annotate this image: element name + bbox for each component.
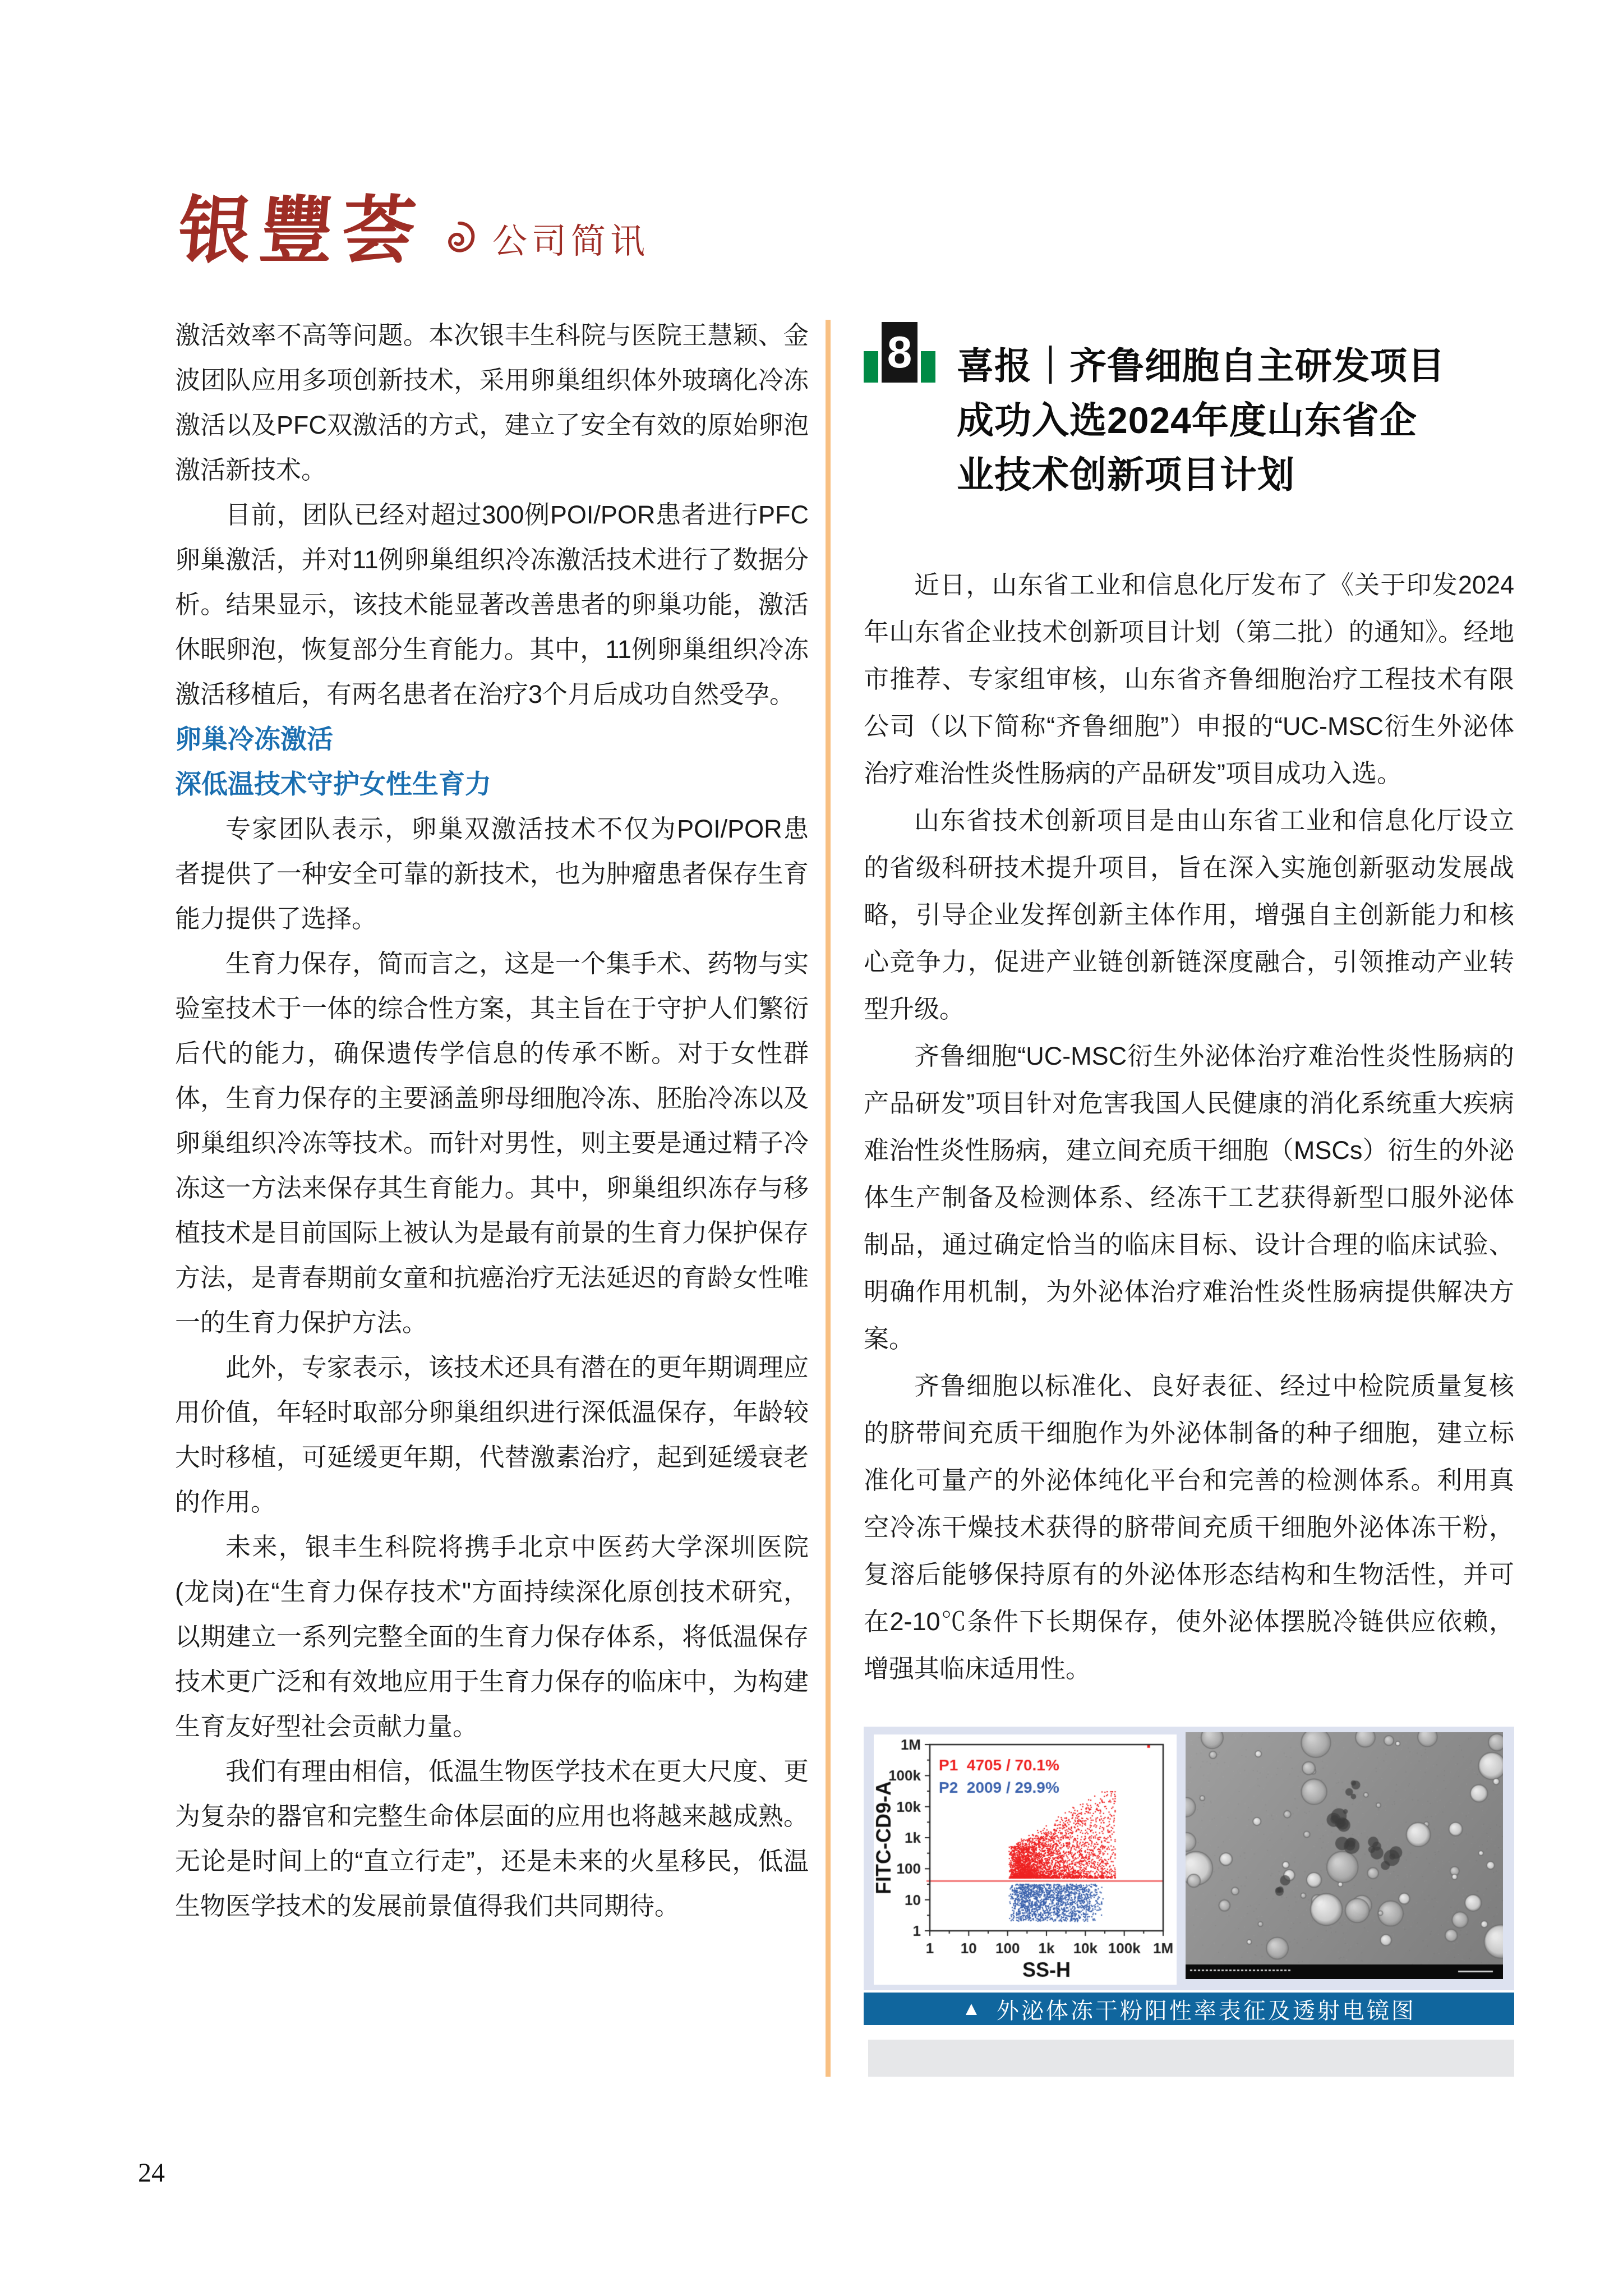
swirl-icon <box>441 220 478 260</box>
paragraph: 齐鲁细胞“UC-MSC衍生外泌体治疗难治性炎性肠病的产品研发”项目针对危害我国人民健康的消化系统重大疾病难治性炎性肠病，建立间充质干细胞（MSCs）衍生的外泌体生产制备及检测体系、经冻干工艺获得新型口服外泌体制品，通过确定恰当的临床目标、设计合理的临床试验、明确作用机制，为外泌体治疗难治性炎性肠病提供解决方案。 <box>864 1042 1514 1354</box>
brand-logo-text: 银豐荟 <box>174 191 428 272</box>
paragraph: 专家团队表示，卵巢双激活技术不仅为POI/POR患者提供了一种安全可靠的新技术，也为肿瘤患者保存生育能力提供了选择。 <box>175 815 809 933</box>
left-section-heading <box>175 717 809 807</box>
figure-caption-bar <box>864 1993 1514 2025</box>
article-header <box>864 314 1514 527</box>
paragraph: 此外，专家表示，该技术还具有潜在的更年期调理应用价值，年轻时取部分卵巢组织进行深低温保存，年龄较大时移植，可延缓更年期，代替激素治疗，起到延缓衰老的作用。 <box>175 1353 809 1516</box>
figure-caption-text: 外泌体冻干粉阳性率表征及透射电镜图 <box>996 1998 1416 2023</box>
left-lead-paragraphs <box>175 313 809 717</box>
paragraph: 未来，银丰生科院将携手北京中医药大学深圳医院(龙岗)在“生育力保存技术"方面持续深化原创技术研究，以期建立一系列完整全面的生育力保存体系，将低温保存技术更广泛和有效地应用于生育力保存的临床中，为构建生育友好型社会贡献力量。 <box>175 1533 809 1741</box>
heading-line: 卵巢冷冻激活 <box>175 724 333 754</box>
left-body-paragraphs <box>175 807 809 1929</box>
paragraph: 激活效率不高等问题。本次银丰生科院与医院王慧颖、金波团队应用多项创新技术，采用卵巢组织体外玻璃化冷冻激活以及PFC双激活的方式，建立了安全有效的原始卵泡激活新技术。 <box>175 321 809 484</box>
paragraph: 目前，团队已经对超过300例POI/POR患者进行PFC卵巢激活，并对11例卵巢组织冷冻激活技术进行了数据分析。结果显示，该技术能显著改善患者的卵巢功能，激活休眠卵泡，恢复部分生育能力。其中，11例卵巢组织冷冻激活移植后，有两名患者在治疗3个月后成功自然受孕。 <box>175 500 809 708</box>
badge-green-square-left <box>864 351 878 383</box>
right-article-column <box>864 314 1514 1692</box>
masthead <box>174 191 650 272</box>
paragraph: 齐鲁细胞以标准化、良好表征、经过中检院质量复核的脐带间充质干细胞作为外泌体制备的种子细胞，建立标准化可量产的外泌体纯化平台和完善的检测体系。利用真空冷冻干燥技术获得的脐带间充质干细胞外泌体冻干粉，复溶后能够保持原有的外泌体形态结构和生物活性，并可在2-10℃条件下长期保存，使外泌体摆脱冷链供应依赖，增强其临床适用性。 <box>864 1372 1514 1683</box>
paragraph: 生育力保存，简而言之，这是一个集手术、药物与实验室技术于一体的综合性方案，其主旨在于守护人们繁衍后代的能力，确保遗传学信息的传承不断。对于女性群体，生育力保存的主要涵盖卵母细胞冷冻、胚胎冷冻以及卵巢组织冷冻等技术。而针对男性，则主要是通过精子冷冻这一方法来保存其生育能力。其中，卵巢组织冻存与移植技术是目前国际上被认为是最有前景的生育力保护保存方法，是青春期前女童和抗癌治疗无法延迟的育龄女性唯一的生育力保护方法。 <box>175 949 809 1337</box>
right-body-paragraphs <box>864 562 1514 1692</box>
paragraph: 我们有理由相信，低温生物医学技术在更大尺度、更为复杂的器官和完整生命体层面的应用也将越来越成熟。无论是时间上的“直立行走”，还是未来的火星移民，低温生物医学技术的发展前景值得我们共同期待。 <box>175 1757 809 1920</box>
column-divider <box>826 320 831 2077</box>
figure-panel <box>864 1727 1514 1990</box>
title-line: 成功入选2024年度山东省企 <box>957 399 1417 441</box>
page-number: 24 <box>138 2158 165 2188</box>
triangle-icon: ▲ <box>962 1998 983 2019</box>
tem-micrograph-image <box>1186 1732 1503 1979</box>
flow-cytometry-scatter-plot <box>874 1734 1177 1985</box>
masthead-tagline: 公司简讯 <box>492 222 650 261</box>
article-title <box>957 339 1445 502</box>
left-article-column <box>175 313 809 1929</box>
paragraph: 山东省技术创新项目是由山东省工业和信息化厅设立的省级科研技术提升项目，旨在深入实施创新驱动发展战略，引导企业发挥创新主体作用，增强自主创新能力和核心竞争力，促进产业链创新链深度融合，引领推动产业转型升级。 <box>864 806 1514 1024</box>
badge-green-square-right <box>921 351 935 383</box>
title-line: 业技术创新项目计划 <box>957 454 1295 496</box>
article-number-badge <box>864 322 935 383</box>
heading-line: 深低温技术守护女性生育力 <box>175 769 491 799</box>
title-line: 喜报｜齐鲁细胞自主研发项目 <box>957 345 1445 387</box>
badge-number: 8 <box>882 322 917 383</box>
next-block-strip <box>868 2040 1514 2077</box>
paragraph: 近日，山东省工业和信息化厅发布了《关于印发2024年山东省企业技术创新项目计划（第二批）的通知》。经地市推荐、专家组审核，山东省齐鲁细胞治疗工程技术有限公司（以下简称“齐鲁细胞”）申报的“UC-MSC衍生外泌体治疗难治性炎性肠病的产品研发”项目成功入选。 <box>864 570 1514 788</box>
